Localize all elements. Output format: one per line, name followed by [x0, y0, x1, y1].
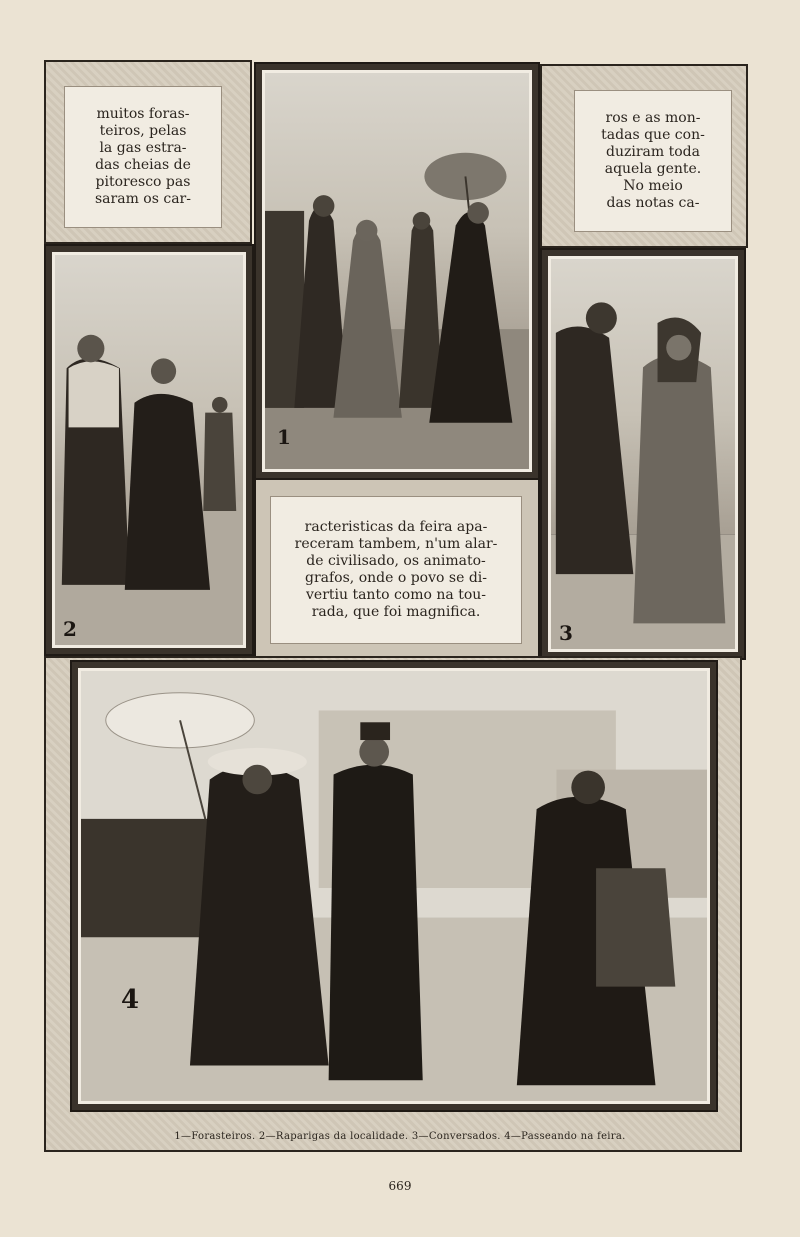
text-block-top-left [64, 86, 222, 228]
photo-conversados [548, 256, 738, 652]
photo-4-number: 4 [121, 985, 140, 1015]
photo-forasteiros [262, 70, 532, 472]
photo-passeando-illustration [81, 671, 707, 1101]
page-number: 669 [388, 1179, 412, 1193]
photo-conversados-illustration [551, 259, 735, 649]
photo-passeando [78, 668, 710, 1104]
photo-raparigas [52, 252, 246, 648]
text-block-top-left-content: muitos foras- teiros, pelas la gas estra- das cheias de pitoresco pas saram os car- [95, 106, 191, 207]
photo-2-number: 2 [63, 617, 77, 641]
photo-1-number: 1 [277, 425, 291, 449]
text-block-top-right-content: ros e as mon- tadas que con- duziram toda aquela gente. No meio das notas ca- [601, 110, 705, 211]
figure-caption: 1—Forasteiros. 2—Raparigas da localidade. 3—Conversados. 4—Passeando na feira. [174, 1131, 626, 1142]
photo-3-number: 3 [559, 621, 573, 645]
text-block-middle-content: racteristicas da feira apa- receram tambem, n'um alar- de civilisado, os animato- grafos, onde o povo se di- vertiu tanto como na tou- rada, que foi magnifica. [294, 519, 498, 620]
photo-raparigas-illustration [55, 255, 243, 645]
text-block-middle [270, 496, 522, 644]
text-block-top-right [574, 90, 732, 232]
photo-forasteiros-illustration [265, 73, 529, 469]
